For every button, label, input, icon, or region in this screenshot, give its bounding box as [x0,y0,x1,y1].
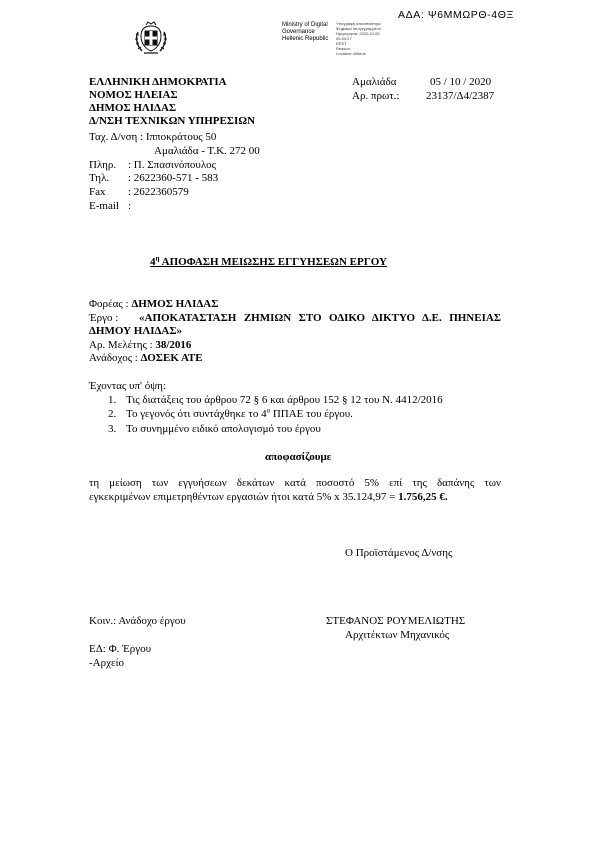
signatory-role: Ο Προϊστάμενος Δ/νσης [345,547,453,559]
contractor-value: ΔΟΣΕΚ ΑΤΕ [140,352,203,364]
fax-label: Fax [89,186,106,198]
title-ordinal: η [155,254,160,263]
list-item: Το συνημμένο ειδικό απολογισμό του έργου [126,423,321,435]
greek-emblem-icon [132,20,170,56]
decision-amount: 1.756,25 €. [398,491,448,503]
header-republic: ΕΛΛΗΝΙΚΗ ΔΗΜΟΚΡΑΤΙΑ [89,76,227,88]
email-label: E-mail [89,200,119,212]
stamp-gr-line: Ημερομηνία: 2020.10.05 [336,31,380,36]
contractor-label: Ανάδοχος : [89,352,141,364]
decision-line2 [89,491,448,504]
protocol-label: Αρ. πρωτ.: [352,90,400,102]
ada-code: ΑΔΑ: Ψ6ΜΜΩΡΘ-4ΘΞ [398,9,514,21]
project-label: Έργο : [89,312,119,324]
fax-value: : 2622360579 [128,186,189,198]
list-item-number: 3. [108,423,117,435]
list-item [126,408,353,421]
distribution-copy: Κοιν.: Ανάδοχο έργου [89,615,186,627]
protocol-number: 23137/Δ4/2387 [426,90,495,102]
signatory-title: Αρχιτέκτων Μηχανικός [345,629,450,641]
study-number [89,339,191,352]
list-item-text: Το γεγονός ότι συντάχθηκε το 4 [126,408,267,420]
header-prefecture: ΝΟΜΟΣ ΗΛΕΙΑΣ [89,89,178,101]
stamp-gr-line: Reason: [336,46,351,51]
title-number: 4 [150,256,156,268]
project-name-line2: ΔΗΜΟΥ ΗΛΙΔΑΣ» [89,325,183,337]
stamp-en-line: Ministry of Digital [282,22,328,28]
phone-label: Τηλ. [89,172,110,184]
stamp-gr-line: Location: Athens [336,51,366,56]
header-municipality: ΔΗΜΟΣ ΗΛΙΔΑΣ [89,102,177,114]
project-name-line1: «ΑΠΟΚΑΤΑΣΤΑΣΗ ΖΗΜΙΩΝ ΣΤΟ ΟΔΙΚΟ ΔΙΚΤΥΟ Δ.Ε. ΠΗΝΕΙΑΣ [139,312,501,324]
postal-address: Ταχ. Δ/νση : Ιπποκράτους 50 [89,131,217,143]
stamp-gr-line: EEST [336,41,347,46]
stamp-gr-line: Ψηφιακά υπογεγραμμένο [336,26,381,31]
email-value: : [128,200,132,212]
phone-value: : 2622360-571 - 583 [128,172,219,184]
postal-city: Αμαλιάδα - Τ.Κ. 272 00 [154,145,260,157]
title-text: ΑΠΟΦΑΣΗ ΜΕΙΩΣΗΣ ΕΓΓΥΗΣΕΩΝ ΕΡΓΟΥ [159,256,387,268]
study-value: 38/2016 [155,339,192,351]
signatory-name: ΣΤΕΦΑΝΟΣ ΡΟΥΜΕΛΙΩΤΗΣ [326,615,466,627]
list-item-number: 1. [108,394,117,406]
list-item-text: ΠΠΑΕ του έργου. [270,408,353,420]
list-item: Τις διατάξεις του άρθρου 72 § 6 και άρθρου 152 § 12 του Ν. 4412/2016 [126,394,443,406]
place-label: Αμαλιάδα [352,76,397,88]
info-label: Πληρ. [89,159,117,171]
document-date: 05 / 10 / 2020 [430,76,492,88]
distribution-internal: ΕΔ: Φ. Έργου [89,643,152,655]
considerations-intro: Έχοντας υπ' όψη: [89,380,166,392]
header-directorate: Δ/ΝΣΗ ΤΕΧΝΙΚΩΝ ΥΠΗΡΕΣΙΩΝ [89,115,256,127]
distribution-archive: -Αρχείο [89,657,125,669]
contractor [89,352,203,365]
document-title [150,256,387,269]
body-line [89,298,218,311]
stamp-en-line: Governance [282,29,315,35]
decision-line2-text: εγκεκριμένων επιμετρηθέντων εργασιών ήτοι κατά 5% x 35.124,97 = [89,491,399,503]
decision-heading: αποφασίζουμε [265,451,332,463]
authority-label: Φορέας : [89,298,132,310]
decision-line1: τη μείωση των εγγυήσεων δεκάτων κατά ποσοστό 5% επί της δαπάνης των [89,477,501,489]
info-value: : Π. Σπασινόπουλος [128,159,217,171]
stamp-gr-line: 09:34:27 [336,36,352,41]
list-item-ordinal: ο [266,406,271,415]
list-item-number: 2. [108,408,117,420]
stamp-gr-line: Υπογραφή αποσπάστηκε [336,21,381,26]
stamp-en-line: Hellenic Republic [282,36,329,42]
study-label: Αρ. Μελέτης : [89,339,156,351]
authority-value: ΔΗΜΟΣ ΗΛΙΔΑΣ [131,298,219,310]
